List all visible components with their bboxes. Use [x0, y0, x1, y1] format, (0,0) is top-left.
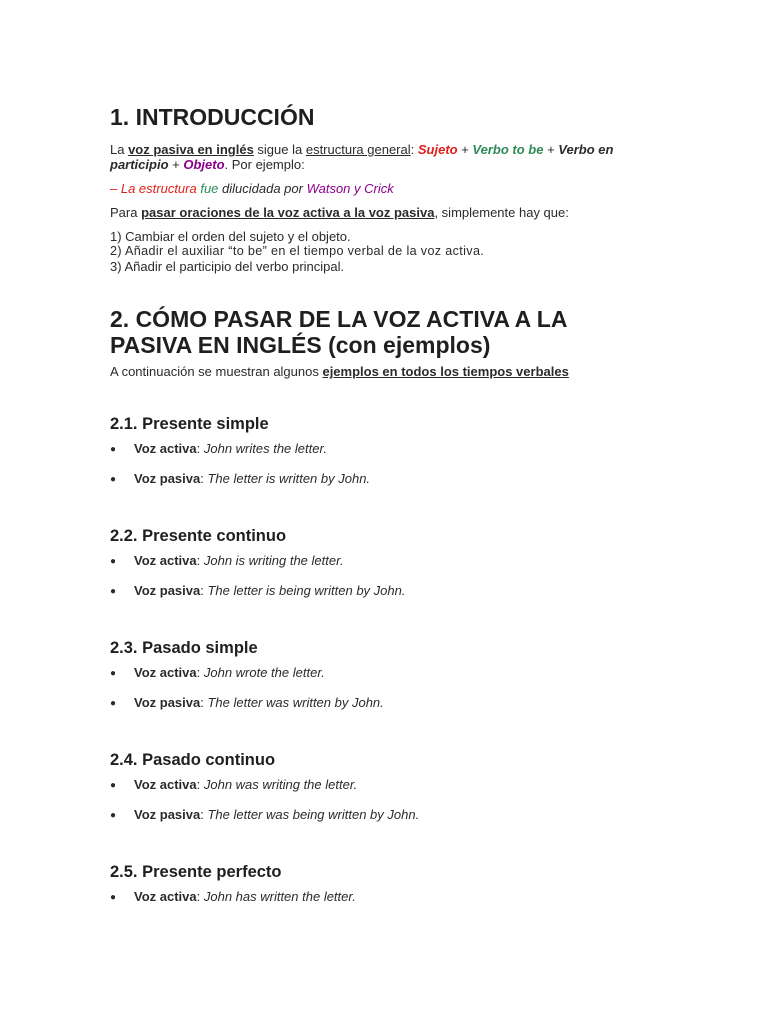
active-example: John wrote the letter. — [203, 665, 325, 680]
passive-label: Voz pasiva — [134, 695, 201, 710]
examples-link[interactable]: ejemplos en todos los tiempos verbales — [322, 364, 569, 379]
subsection-heading: 2.3. Pasado simple — [110, 639, 258, 657]
verb-to-be-term: Verbo to be — [472, 142, 544, 157]
colon: : — [200, 471, 208, 486]
example-list — [110, 665, 650, 710]
example-list — [110, 441, 650, 486]
passive-label: Voz pasiva — [134, 583, 201, 598]
bullet: ● — [110, 698, 117, 709]
bullet: ● — [110, 810, 117, 821]
list-item — [110, 807, 650, 822]
colon: : — [196, 441, 204, 456]
active-label: Voz activa — [134, 777, 197, 792]
heading-line: 2. CÓMO PASAR DE LA VOZ ACTIVA A LA — [110, 306, 568, 332]
colon: : — [196, 553, 204, 568]
step-item: 3) Añadir el participio del verbo principal. — [110, 259, 345, 274]
step-item: 1) Cambiar el orden del sujeto y el objeto. — [110, 229, 351, 244]
text-run: + — [543, 142, 559, 157]
example-verb: fue — [196, 181, 219, 196]
list-item — [110, 777, 650, 792]
text-run: + — [168, 157, 184, 172]
bullet: ● — [110, 474, 117, 485]
active-to-passive-link[interactable]: pasar oraciones de la voz activa a la voz pasiva — [141, 205, 435, 220]
example-participle: dilucidada por — [218, 181, 307, 196]
example-list — [110, 777, 650, 822]
bullet: ● — [110, 586, 117, 597]
colon: : — [196, 665, 204, 680]
colon: : — [196, 889, 204, 904]
active-label: Voz activa — [134, 889, 197, 904]
subsection-heading: 2.2. Presente continuo — [110, 527, 287, 545]
bullet: ● — [110, 444, 117, 455]
passive-label: Voz pasiva — [134, 471, 201, 486]
text-run: Para — [110, 205, 142, 220]
text-run: A continuación se muestran algunos — [110, 364, 323, 379]
passive-example: The letter is being written by John. — [207, 583, 406, 598]
list-item — [110, 889, 650, 904]
active-label: Voz activa — [134, 441, 197, 456]
list-item — [110, 471, 650, 486]
intro-heading: 1. INTRODUCCIÓN — [110, 104, 315, 130]
bullet: ● — [110, 556, 117, 567]
list-item — [110, 441, 650, 456]
subject-term: Sujeto — [417, 142, 458, 157]
step-item: 2) Añadir el auxiliar “to be” en el tiempo verbal de la voz activa. — [110, 244, 485, 258]
active-example: John writes the letter. — [203, 441, 327, 456]
participle-term: Verbo en participio — [110, 142, 614, 172]
text-run: sigue la — [253, 142, 306, 157]
colon: : — [200, 583, 208, 598]
example-object: Watson y Crick — [306, 181, 394, 196]
text-run: . Por ejemplo: — [224, 157, 305, 172]
dash: – — [110, 181, 121, 196]
example-subject: La estructura — [120, 181, 197, 196]
intro-paragraph — [110, 142, 650, 172]
passive-voice-link[interactable]: voz pasiva en inglés — [128, 142, 254, 157]
how-to-paragraph — [110, 205, 650, 220]
passive-example: The letter is written by John. — [207, 471, 371, 486]
section2-lead — [110, 364, 650, 379]
active-example: John has written the letter. — [203, 889, 356, 904]
object-term: Objeto — [183, 157, 225, 172]
active-example: John is writing the letter. — [203, 553, 344, 568]
text-run: + — [457, 142, 473, 157]
list-item — [110, 665, 650, 680]
bullet: ● — [110, 780, 117, 791]
list-item — [110, 583, 650, 598]
text-run: : — [410, 142, 418, 157]
bullet: ● — [110, 892, 117, 903]
list-item — [110, 553, 650, 568]
list-item — [110, 695, 650, 710]
active-example: John was writing the letter. — [203, 777, 358, 792]
subsection-heading: 2.4. Pasado continuo — [110, 751, 276, 769]
colon: : — [200, 807, 208, 822]
example-list — [110, 553, 650, 598]
text-run: La — [110, 142, 129, 157]
passive-example: The letter was written by John. — [207, 695, 384, 710]
colon: : — [200, 695, 208, 710]
passive-label: Voz pasiva — [134, 807, 201, 822]
heading-line: PASIVA EN INGLÉS (con ejemplos) — [110, 332, 491, 358]
active-label: Voz activa — [134, 553, 197, 568]
colon: : — [196, 777, 204, 792]
steps-list — [110, 229, 650, 274]
bullet: ● — [110, 668, 117, 679]
text-run: , simplemente hay que: — [434, 205, 569, 220]
subsection-heading: 2.5. Presente perfecto — [110, 863, 282, 881]
document-content — [110, 100, 650, 904]
example-list — [110, 889, 650, 904]
section2-heading — [110, 306, 650, 358]
active-label: Voz activa — [134, 665, 197, 680]
passive-example: The letter was being written by John. — [207, 807, 420, 822]
subsection-heading: 2.1. Presente simple — [110, 415, 269, 433]
general-structure-link[interactable]: estructura general — [305, 142, 411, 157]
example-sentence — [110, 181, 650, 196]
